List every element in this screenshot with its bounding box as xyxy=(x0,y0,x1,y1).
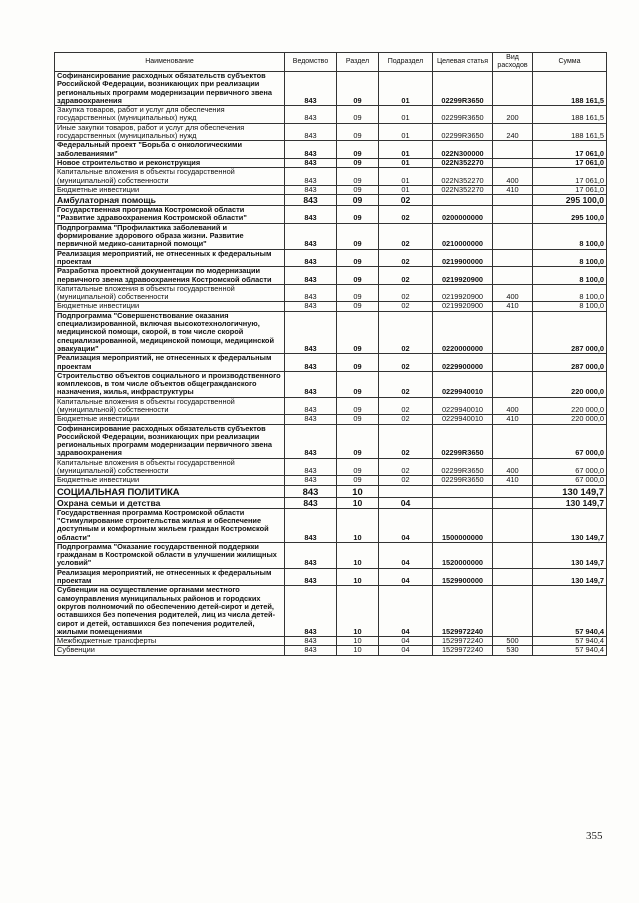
row-department-cell: 843 xyxy=(285,646,337,655)
row-department-cell: 843 xyxy=(285,302,337,311)
row-sum-cell: 188 161,5 xyxy=(533,123,607,141)
row-department-cell: 843 xyxy=(285,158,337,167)
table-row xyxy=(55,284,607,302)
row-target-cell: 1529972240 xyxy=(433,637,493,646)
row-expense-type-cell: 410 xyxy=(493,185,533,194)
row-section-cell: 09 xyxy=(337,302,379,311)
budget-table xyxy=(54,52,607,656)
row-subsection-cell: 04 xyxy=(379,508,433,542)
row-expense-type-cell xyxy=(493,586,533,637)
row-expense-type-cell xyxy=(493,485,533,497)
row-section-cell: 09 xyxy=(337,123,379,141)
row-section-cell: 09 xyxy=(337,206,379,224)
row-sum-cell: 8 100,0 xyxy=(533,302,607,311)
row-expense-type-cell xyxy=(493,267,533,285)
row-section-cell: 10 xyxy=(337,485,379,497)
row-subsection-cell: 02 xyxy=(379,458,433,476)
row-sum-cell: 8 100,0 xyxy=(533,223,607,249)
row-expense-type-cell: 400 xyxy=(493,168,533,186)
row-section-cell: 10 xyxy=(337,542,379,568)
row-sum-cell: 67 000,0 xyxy=(533,476,607,485)
header-department: Ведомство xyxy=(285,53,337,72)
row-section-cell: 10 xyxy=(337,637,379,646)
table-row xyxy=(55,397,607,415)
row-subsection-cell: 01 xyxy=(379,123,433,141)
row-subsection-cell: 02 xyxy=(379,223,433,249)
row-name-cell: Государственная программа Костромской области "Развитие здравоохранения Костромской области" xyxy=(55,206,285,224)
row-expense-type-cell xyxy=(493,497,533,508)
table-row xyxy=(55,568,607,586)
table-row xyxy=(55,354,607,372)
row-subsection-cell: 01 xyxy=(379,106,433,124)
row-subsection-cell: 02 xyxy=(379,206,433,224)
row-section-cell: 09 xyxy=(337,185,379,194)
row-sum-cell: 8 100,0 xyxy=(533,249,607,267)
row-department-cell: 843 xyxy=(285,106,337,124)
row-subsection-cell: 02 xyxy=(379,302,433,311)
row-department-cell: 843 xyxy=(285,206,337,224)
row-name-cell: Бюджетные инвестиции xyxy=(55,185,285,194)
table-row xyxy=(55,371,607,397)
row-subsection-cell: 02 xyxy=(379,354,433,372)
row-name-cell: Амбулаторная помощь xyxy=(55,195,285,206)
table-row xyxy=(55,168,607,186)
row-section-cell: 09 xyxy=(337,397,379,415)
row-target-cell: 1500000000 xyxy=(433,508,493,542)
row-department-cell: 843 xyxy=(285,371,337,397)
row-expense-type-cell xyxy=(493,354,533,372)
row-expense-type-cell xyxy=(493,141,533,159)
row-section-cell: 10 xyxy=(337,586,379,637)
row-department-cell: 843 xyxy=(285,141,337,159)
row-sum-cell: 8 100,0 xyxy=(533,284,607,302)
row-department-cell: 843 xyxy=(285,267,337,285)
row-name-cell: Софинансирование расходных обязательств субъектов Российской Федерации, возникающих при реализации региональных программ модернизации первичного звена здравоохранения xyxy=(55,72,285,106)
row-department-cell: 843 xyxy=(285,397,337,415)
row-department-cell: 843 xyxy=(285,354,337,372)
row-target-cell: 0200000000 xyxy=(433,206,493,224)
row-subsection-cell: 04 xyxy=(379,568,433,586)
row-target-cell: 022N352270 xyxy=(433,158,493,167)
row-target-cell xyxy=(433,485,493,497)
row-expense-type-cell: 400 xyxy=(493,284,533,302)
table-row xyxy=(55,223,607,249)
row-name-cell: Субвенции xyxy=(55,646,285,655)
row-subsection-cell: 01 xyxy=(379,72,433,106)
table-row xyxy=(55,415,607,424)
row-subsection-cell: 04 xyxy=(379,586,433,637)
row-subsection-cell: 04 xyxy=(379,542,433,568)
row-name-cell: Охрана семьи и детства xyxy=(55,497,285,508)
row-expense-type-cell: 400 xyxy=(493,458,533,476)
row-sum-cell: 220 000,0 xyxy=(533,397,607,415)
row-section-cell: 09 xyxy=(337,195,379,206)
row-section-cell: 09 xyxy=(337,72,379,106)
row-sum-cell: 67 000,0 xyxy=(533,424,607,458)
row-expense-type-cell: 240 xyxy=(493,123,533,141)
row-sum-cell: 57 940,4 xyxy=(533,586,607,637)
row-name-cell: Строительство объектов социального и производственного комплексов, в том числе объектов общегражданского назначения, жилья, инфраструктуры xyxy=(55,371,285,397)
header-name: Наименование xyxy=(55,53,285,72)
row-target-cell: 1529972240 xyxy=(433,586,493,637)
row-subsection-cell: 02 xyxy=(379,424,433,458)
row-name-cell: Капитальные вложения в объекты государственной (муниципальной) собственности xyxy=(55,397,285,415)
row-sum-cell: 188 161,5 xyxy=(533,106,607,124)
row-department-cell: 843 xyxy=(285,485,337,497)
row-expense-type-cell xyxy=(493,158,533,167)
row-name-cell: Бюджетные инвестиции xyxy=(55,415,285,424)
row-department-cell: 843 xyxy=(285,185,337,194)
row-target-cell: 0229900000 xyxy=(433,354,493,372)
table-row xyxy=(55,72,607,106)
row-target-cell: 022N352270 xyxy=(433,185,493,194)
row-section-cell: 09 xyxy=(337,141,379,159)
row-section-cell: 09 xyxy=(337,354,379,372)
row-department-cell: 843 xyxy=(285,476,337,485)
row-target-cell: 1520000000 xyxy=(433,542,493,568)
table-row xyxy=(55,586,607,637)
row-target-cell: 1529972240 xyxy=(433,646,493,655)
row-department-cell: 843 xyxy=(285,249,337,267)
row-section-cell: 09 xyxy=(337,106,379,124)
row-name-cell: Реализация мероприятий, не отнесенных к федеральным проектам xyxy=(55,249,285,267)
row-subsection-cell: 04 xyxy=(379,637,433,646)
row-sum-cell: 67 000,0 xyxy=(533,458,607,476)
row-department-cell: 843 xyxy=(285,424,337,458)
table-row xyxy=(55,311,607,353)
row-target-cell: 0219900000 xyxy=(433,249,493,267)
row-target-cell: 0229940010 xyxy=(433,397,493,415)
table-row xyxy=(55,458,607,476)
row-department-cell: 843 xyxy=(285,415,337,424)
row-section-cell: 09 xyxy=(337,223,379,249)
table-row xyxy=(55,542,607,568)
header-section: Раздел xyxy=(337,53,379,72)
table-row xyxy=(55,508,607,542)
row-target-cell: 02299R3650 xyxy=(433,106,493,124)
row-expense-type-cell xyxy=(493,424,533,458)
row-name-cell: Подпрограмма "Совершенствование оказания специализированной, включая высокотехнологичную, медицинской помощи, скорой, в том числе скорой специализированной, медицинской помощи, медицинской эвакуации" xyxy=(55,311,285,353)
row-subsection-cell: 04 xyxy=(379,497,433,508)
row-sum-cell: 17 061,0 xyxy=(533,185,607,194)
row-department-cell: 843 xyxy=(285,123,337,141)
row-target-cell: 02299R3650 xyxy=(433,458,493,476)
row-sum-cell: 287 000,0 xyxy=(533,354,607,372)
row-sum-cell: 57 940,4 xyxy=(533,646,607,655)
row-sum-cell: 17 061,0 xyxy=(533,158,607,167)
row-sum-cell: 287 000,0 xyxy=(533,311,607,353)
row-target-cell: 0220000000 xyxy=(433,311,493,353)
row-department-cell: 843 xyxy=(285,168,337,186)
table-row xyxy=(55,267,607,285)
row-department-cell: 843 xyxy=(285,72,337,106)
row-section-cell: 09 xyxy=(337,284,379,302)
table-header-row xyxy=(55,53,607,72)
row-name-cell: Межбюджетные трансферты xyxy=(55,637,285,646)
row-sum-cell: 130 149,7 xyxy=(533,497,607,508)
row-name-cell: Разработка проектной документации по модернизации первичного звена здравоохранения Костромской области xyxy=(55,267,285,285)
row-sum-cell: 220 000,0 xyxy=(533,415,607,424)
row-section-cell: 09 xyxy=(337,415,379,424)
row-section-cell: 09 xyxy=(337,476,379,485)
row-target-cell: 022N300000 xyxy=(433,141,493,159)
row-section-cell: 09 xyxy=(337,311,379,353)
row-sum-cell: 295 100,0 xyxy=(533,195,607,206)
row-expense-type-cell xyxy=(493,206,533,224)
row-target-cell: 02299R3650 xyxy=(433,123,493,141)
row-department-cell: 843 xyxy=(285,586,337,637)
row-subsection-cell: 02 xyxy=(379,195,433,206)
row-sum-cell: 17 061,0 xyxy=(533,141,607,159)
row-section-cell: 09 xyxy=(337,458,379,476)
row-target-cell xyxy=(433,497,493,508)
budget-page xyxy=(54,52,606,656)
row-subsection-cell: 02 xyxy=(379,249,433,267)
row-subsection-cell: 02 xyxy=(379,415,433,424)
table-row xyxy=(55,637,607,646)
row-subsection-cell: 02 xyxy=(379,311,433,353)
row-expense-type-cell xyxy=(493,249,533,267)
row-expense-type-cell: 200 xyxy=(493,106,533,124)
row-department-cell: 843 xyxy=(285,542,337,568)
row-expense-type-cell xyxy=(493,311,533,353)
row-sum-cell: 188 161,5 xyxy=(533,72,607,106)
row-target-cell: 02299R3650 xyxy=(433,476,493,485)
row-name-cell: Капитальные вложения в объекты государственной (муниципальной) собственности xyxy=(55,284,285,302)
row-section-cell: 09 xyxy=(337,371,379,397)
table-row xyxy=(55,302,607,311)
row-target-cell: 0219920900 xyxy=(433,302,493,311)
row-subsection-cell: 01 xyxy=(379,141,433,159)
row-target-cell: 0219920900 xyxy=(433,267,493,285)
row-sum-cell: 220 000,0 xyxy=(533,371,607,397)
row-expense-type-cell xyxy=(493,508,533,542)
row-department-cell: 843 xyxy=(285,311,337,353)
row-sum-cell: 57 940,4 xyxy=(533,637,607,646)
row-subsection-cell: 01 xyxy=(379,185,433,194)
row-sum-cell: 130 149,7 xyxy=(533,508,607,542)
row-target-cell: 0229940010 xyxy=(433,415,493,424)
table-row xyxy=(55,158,607,167)
header-subsection: Подраздел xyxy=(379,53,433,72)
table-row xyxy=(55,141,607,159)
row-department-cell: 843 xyxy=(285,508,337,542)
table-row xyxy=(55,206,607,224)
header-target: Целевая статья xyxy=(433,53,493,72)
row-target-cell: 02299R3650 xyxy=(433,72,493,106)
table-row xyxy=(55,123,607,141)
row-target-cell xyxy=(433,195,493,206)
row-subsection-cell xyxy=(379,485,433,497)
row-name-cell: Закупка товаров, работ и услуг для обеспечения государственных (муниципальных) нужд xyxy=(55,106,285,124)
row-section-cell: 10 xyxy=(337,646,379,655)
row-expense-type-cell: 410 xyxy=(493,302,533,311)
row-section-cell: 09 xyxy=(337,424,379,458)
table-row xyxy=(55,424,607,458)
row-sum-cell: 8 100,0 xyxy=(533,267,607,285)
table-row xyxy=(55,497,607,508)
row-name-cell: Реализация мероприятий, не отнесенных к федеральным проектам xyxy=(55,354,285,372)
row-expense-type-cell: 400 xyxy=(493,397,533,415)
row-subsection-cell: 01 xyxy=(379,168,433,186)
page-number: 355 xyxy=(586,830,603,842)
row-department-cell: 843 xyxy=(285,284,337,302)
row-name-cell: Капитальные вложения в объекты государственной (муниципальной) собственности xyxy=(55,458,285,476)
row-department-cell: 843 xyxy=(285,195,337,206)
row-department-cell: 843 xyxy=(285,637,337,646)
row-section-cell: 10 xyxy=(337,508,379,542)
row-expense-type-cell xyxy=(493,542,533,568)
row-name-cell: Федеральный проект "Борьба с онкологическими заболеваниями" xyxy=(55,141,285,159)
row-subsection-cell: 02 xyxy=(379,284,433,302)
row-section-cell: 09 xyxy=(337,267,379,285)
table-row xyxy=(55,646,607,655)
row-department-cell: 843 xyxy=(285,568,337,586)
row-department-cell: 843 xyxy=(285,458,337,476)
row-subsection-cell: 02 xyxy=(379,476,433,485)
row-name-cell: Иные закупки товаров, работ и услуг для обеспечения государственных (муниципальных) нужд xyxy=(55,123,285,141)
row-department-cell: 843 xyxy=(285,223,337,249)
row-name-cell: Субвенции на осуществление органами местного самоуправления муниципальных районов и городских округов полномочий по обеспечению детей-сирот и детей, оставшихся без попечения родителей, лиц из числа детей-сирот и детей, оставшихся без попечения родителей, жилыми помещениями xyxy=(55,586,285,637)
row-section-cell: 09 xyxy=(337,158,379,167)
row-sum-cell: 295 100,0 xyxy=(533,206,607,224)
row-expense-type-cell xyxy=(493,371,533,397)
row-target-cell: 0219920900 xyxy=(433,284,493,302)
row-name-cell: Подпрограмма "Профилактика заболеваний и формирование здорового образа жизни. Развитие первичной медико-санитарной помощи" xyxy=(55,223,285,249)
row-subsection-cell: 02 xyxy=(379,267,433,285)
row-section-cell: 09 xyxy=(337,249,379,267)
row-name-cell: Бюджетные инвестиции xyxy=(55,476,285,485)
row-expense-type-cell xyxy=(493,223,533,249)
row-name-cell: Государственная программа Костромской области "Стимулирование строительства жилья и обеспечение доступным и комфортным жильем граждан Костромской области" xyxy=(55,508,285,542)
row-section-cell: 10 xyxy=(337,568,379,586)
row-department-cell: 843 xyxy=(285,497,337,508)
row-sum-cell: 17 061,0 xyxy=(533,168,607,186)
row-section-cell: 09 xyxy=(337,168,379,186)
row-target-cell: 0210000000 xyxy=(433,223,493,249)
table-row xyxy=(55,476,607,485)
row-subsection-cell: 02 xyxy=(379,371,433,397)
row-name-cell: Новое строительство и реконструкция xyxy=(55,158,285,167)
row-target-cell: 022N352270 xyxy=(433,168,493,186)
row-expense-type-cell: 410 xyxy=(493,415,533,424)
row-expense-type-cell xyxy=(493,568,533,586)
row-target-cell: 0229940010 xyxy=(433,371,493,397)
table-row xyxy=(55,185,607,194)
header-expense-type: Вид расходов xyxy=(493,53,533,72)
row-sum-cell: 130 149,7 xyxy=(533,542,607,568)
row-name-cell: Реализация мероприятий, не отнесенных к федеральным проектам xyxy=(55,568,285,586)
row-subsection-cell: 01 xyxy=(379,158,433,167)
row-expense-type-cell: 410 xyxy=(493,476,533,485)
row-sum-cell: 130 149,7 xyxy=(533,568,607,586)
row-name-cell: Бюджетные инвестиции xyxy=(55,302,285,311)
header-sum: Сумма xyxy=(533,53,607,72)
row-expense-type-cell xyxy=(493,72,533,106)
row-name-cell: СОЦИАЛЬНАЯ ПОЛИТИКА xyxy=(55,485,285,497)
row-subsection-cell: 02 xyxy=(379,397,433,415)
row-expense-type-cell: 530 xyxy=(493,646,533,655)
row-target-cell: 02299R3650 xyxy=(433,424,493,458)
row-target-cell: 1529900000 xyxy=(433,568,493,586)
row-sum-cell: 130 149,7 xyxy=(533,485,607,497)
table-row xyxy=(55,195,607,206)
table-row xyxy=(55,249,607,267)
row-name-cell: Капитальные вложения в объекты государственной (муниципальной) собственности xyxy=(55,168,285,186)
row-expense-type-cell xyxy=(493,195,533,206)
row-subsection-cell: 04 xyxy=(379,646,433,655)
row-section-cell: 10 xyxy=(337,497,379,508)
row-expense-type-cell: 500 xyxy=(493,637,533,646)
row-name-cell: Подпрограмма "Оказание государственной поддержки гражданам в Костромской области в улучшении жилищных условий" xyxy=(55,542,285,568)
table-row xyxy=(55,106,607,124)
row-name-cell: Софинансирование расходных обязательств субъектов Российской Федерации, возникающих при реализации региональных программ модернизации первичного звена здравоохранения xyxy=(55,424,285,458)
table-row xyxy=(55,485,607,497)
